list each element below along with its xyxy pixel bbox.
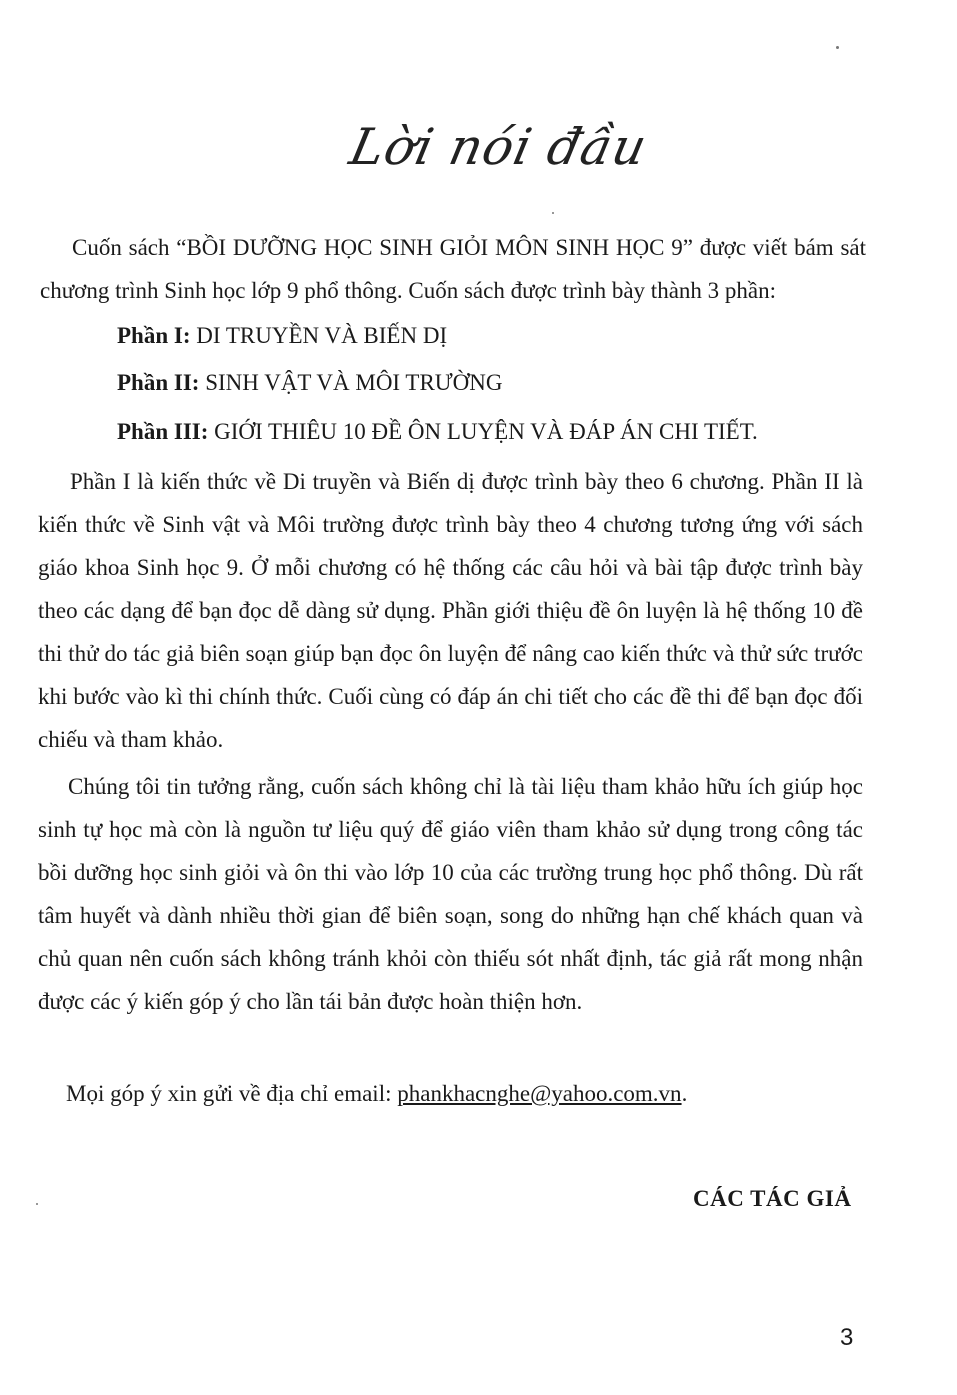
scan-speck [36, 1203, 38, 1205]
intro-paragraph: Cuốn sách “BỒI DƯỠNG HỌC SINH GIỎI MÔN SINH HỌC 9” được viết bám sát chương trình Sinh học lớp 9 phổ thông. Cuốn sách được trình bày thành 3 phần: [40, 235, 866, 303]
part-1-label: Phần I: [117, 323, 191, 348]
scan-speck [552, 212, 554, 214]
part-2-line [117, 361, 503, 404]
scan-speck [836, 46, 839, 49]
page-title: Lời nói đầu [344, 118, 653, 176]
email-prefix: Mọi góp ý xin gửi về địa chỉ email: [66, 1081, 398, 1106]
paragraph-2: Phần I là kiến thức về Di truyền và Biến dị được trình bày theo 6 chương. Phần II là kiến thức về Sinh vật và Môi trường được trình bày theo 4 chương tương ứng với sách giáo khoa Sinh học 9. Ở mỗi chương có hệ thống các câu hỏi và bài tập được trình bày theo các dạng để bạn đọc dễ dàng sử dụng. Phần giới thiệu đề ôn luyện là hệ thống 10 đề thi thử do tác giả biên soạn giúp bạn đọc ôn luyện để nâng cao kiến thức và thử sức trước khi bước vào kì thi chính thức. Cuối cùng có đáp án chi tiết cho các đề thi để bạn đọc đối chiếu và tham khảo. [38, 469, 863, 752]
part-2-label: Phần II: [117, 370, 200, 395]
email-line [66, 1072, 687, 1115]
part-3-text: GIỚI THIÊU 10 ĐỀ ÔN LUYỆN VÀ ĐÁP ÁN CHI TIẾT. [208, 419, 758, 444]
part-2-text: SINH VẬT VÀ MÔI TRƯỜNG [199, 370, 503, 395]
email-suffix: . [681, 1081, 688, 1106]
part-1-line [117, 314, 447, 357]
part-3-label: Phần III: [117, 419, 209, 444]
part-3-line [117, 410, 758, 453]
page-number: 3 [840, 1324, 854, 1351]
authors-signature: CÁC TÁC GIẢ [693, 1186, 852, 1211]
email-link[interactable]: phankhacnghe@yahoo.com.vn [397, 1081, 682, 1106]
part-1-text: DI TRUYỀN VÀ BIẾN DỊ [190, 323, 448, 348]
paragraph-3: Chúng tôi tin tưởng rằng, cuốn sách không chỉ là tài liệu tham khảo hữu ích giúp học sinh tự học mà còn là nguồn tư liệu quý để giáo viên tham khảo sử dụng trong công tác bồi dưỡng học sinh giỏi và ôn thi vào lớp 10 của các trường trung học phổ thông. Dù rất tâm huyết và dành nhiều thời gian để biên soạn, song do những hạn chế khách quan và chủ quan nên cuốn sách không tránh khỏi còn thiếu sót nhất định, tác giả rất mong nhận được các ý kiến góp ý cho lần tái bản được hoàn thiện hơn. [38, 774, 863, 1014]
